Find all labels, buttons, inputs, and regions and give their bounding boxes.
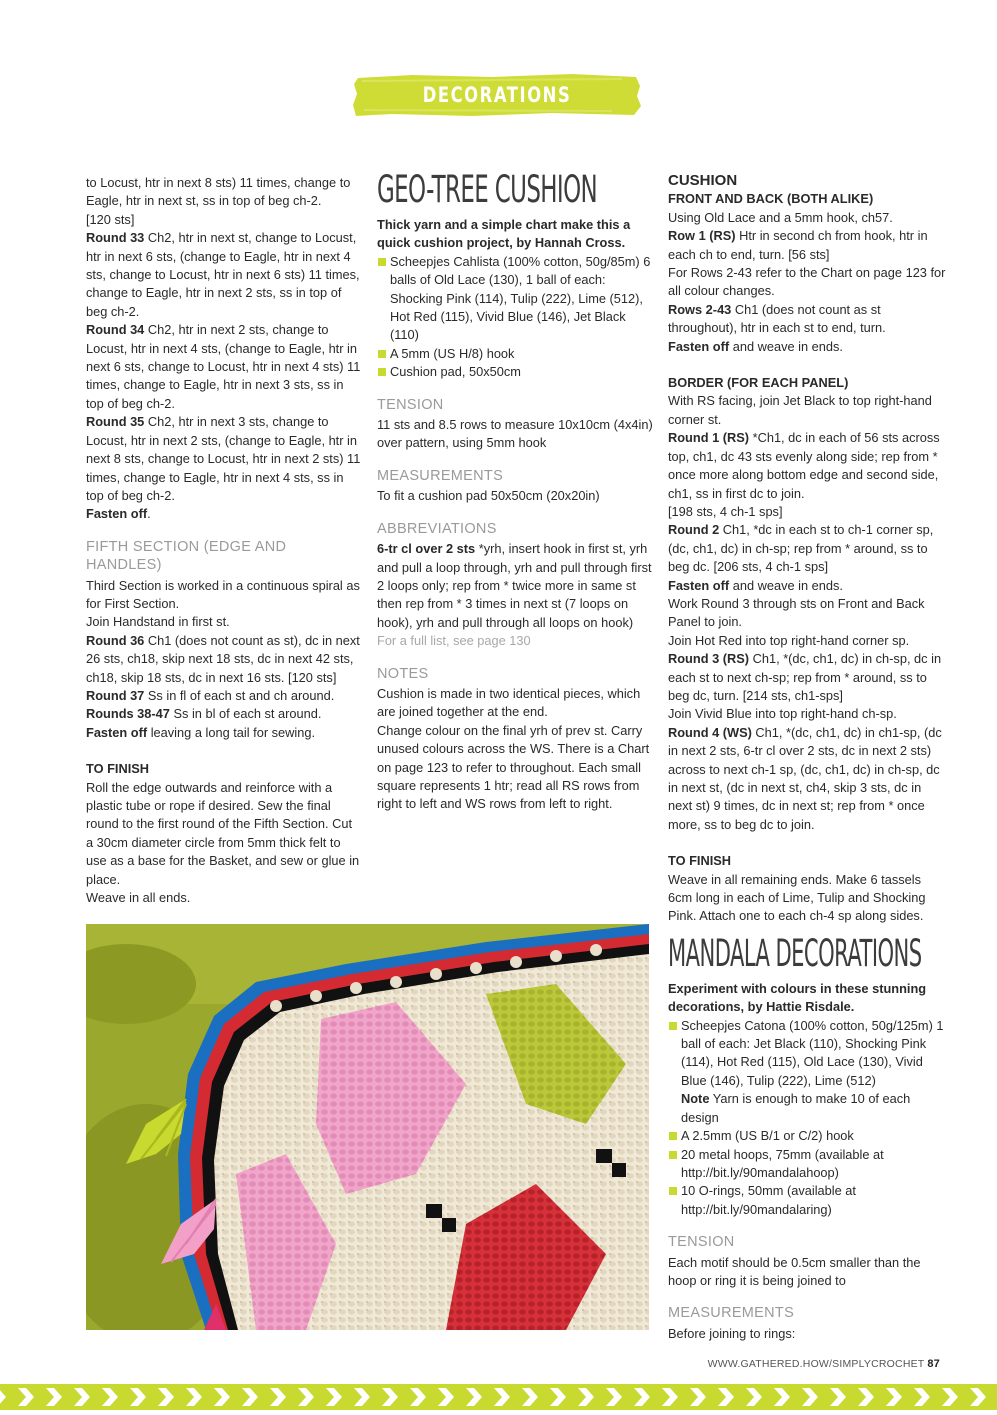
paragraph: Each motif should be 0.5cm smaller than the hoop or ring it is being joined to [668, 1254, 921, 1288]
round-1: Round 1 (RS) *Ch1, dc in each of 56 sts across top, ch1, dc 43 sts evenly along side; rep from * once more along bottom edge and second side, ch1, ss in first dc to join. [668, 430, 940, 501]
column-left [86, 174, 362, 907]
fasten-off: Fasten off leaving a long tail for sewing. [86, 724, 316, 740]
fifth-section-heading: FIFTH SECTION (EDGE AND HANDLES) [86, 538, 287, 574]
paragraph: For Rows 2-43 refer to the Chart on page 123 for all colour changes. [668, 265, 946, 299]
chevron-pattern [0, 1384, 997, 1410]
paragraph: Weave in all remaining ends. Make 6 tassels 6cm long in each of Lime, Tulip and Shocking Pink. Attach one to each ch-4 sp along sides. [668, 871, 926, 924]
abbreviation: 6-tr cl over 2 sts *yrh, insert hook in first st, yrh and pull a loop through, yrh and pull through first 2 loops only; rep from * twice more in same st then rep from * 3 times in next st (7 loops on hook), yrh and pull through all loops on hook) [377, 541, 652, 630]
geo-tree-title: GEO-TREE CUSHION [377, 168, 598, 211]
paragraph: [120 sts] [86, 211, 135, 227]
round-34: Round 34 Ch2, htr in next 2 sts, change to Locust, htr in next 4 sts, (change to Eagle, htr in next 6 sts, change to Locust, htr in next 4 sts) 11 times, change to Eagle, htr in next 3 sts, ss in top of beg ch-2. [86, 322, 361, 411]
abbreviation-note: For a full list, see page 130 [377, 633, 531, 649]
round-36: Round 36 Ch1 (does not count as st), dc in next 26 sts, ch18, skip next 18 sts, dc in next 42 sts, ch18, skip 18 sts, dc in next 16 sts. [120 sts] [86, 632, 360, 685]
list-item: Cushion pad, 50x50cm [377, 363, 653, 381]
round-33: Round 33 Ch2, htr in next st, change to Locust, htr in next 6 sts, (change to Eagle, htr in next 4 sts, change to Locust, htr in next 6 sts) 11 times, change to Eagle, htr in next 2 sts, ss in top of beg ch-2. [86, 230, 360, 319]
paragraph: Cushion is made in two identical pieces, which are joined together at the end. [377, 685, 641, 720]
intro-text: Experiment with colours in these stunning decorations, by Hattie Risdale. [668, 980, 927, 1015]
to-finish-heading: TO FINISH [668, 853, 732, 869]
paragraph: to Locust, htr in next 8 sts) 11 times, change to Eagle, htr in next st, ss in top of beg ch-2. [86, 175, 351, 209]
chevron-border [0, 1384, 997, 1410]
column-middle [377, 168, 653, 814]
paragraph: Join Handstand in first st. [86, 614, 230, 630]
paragraph: Weave in all ends. [86, 890, 191, 906]
paragraph: To fit a cushion pad 50x50cm (20x20in) [377, 488, 600, 504]
round-4: Round 4 (WS) Ch1, *(dc, ch1, dc) in ch1-sp, (dc in next 2 sts, 6-tr cl over 2 sts, dc in next 2 sts) across to next ch-1 sp, (dc, ch1, dc) in ch-sp, dc in next st, (dc in next st, ch4, skip 3 sts, dc in next st) 9 times, dc in next st; rep from * once more, ss to beg dc to join. [668, 724, 942, 832]
materials-list [377, 253, 653, 382]
paragraph: Work Round 3 through sts on Front and Back Panel to join. [668, 595, 925, 630]
round-3: Round 3 (RS) Ch1, *(dc, ch1, dc) in ch-sp, dc in each st to next ch-sp; rep from * around, ss to beg dc, turn. [214 sts, ch1-sps] [668, 651, 942, 703]
round-37: Round 37 Ss in fl of each st and ch around. [86, 687, 335, 703]
tension-heading: TENSION [668, 1234, 735, 1251]
paragraph: Third Section is worked in a continuous spiral as for First Section. [86, 577, 360, 611]
row-1: Row 1 (RS) Htr in second ch from hook, htr in each ch to end, turn. [56 sts] [668, 228, 928, 262]
notes-heading: NOTES [377, 665, 429, 682]
fasten-off: Fasten off and weave in ends. [668, 338, 843, 354]
paragraph: With RS facing, join Jet Black to top right-hand corner st. [668, 393, 932, 427]
materials-list [668, 1017, 946, 1219]
round-2: Round 2 Ch1, *dc in each st to ch-1 corner sp, (dc, ch1, dc) in ch-sp; rep from * around, ss to beg dc. [206 sts, 4 ch-1 sps] [668, 522, 934, 575]
round-35: Round 35 Ch2, htr in next 3 sts, change to Locust, htr in next 2 sts, (change to Eagle, htr in next 8 sts, change to Locust, htr in next 2 sts) 11 times, change to Eagle, htr in next 4 sts, ss in top of beg ch-2. [86, 414, 361, 503]
paragraph: Roll the edge outwards and reinforce with a plastic tube or rope if desired. Sew the final round to the first round of the Fifth Section. Cut a 30cm diameter circle from 5mm thick felt to use as a base for the Basket, and sew or glue in place. [86, 779, 360, 887]
mandala-title: MANDALA DECORATIONS [668, 931, 922, 975]
list-item: Scheepjes Cahlista (100% cotton, 50g/85m) 6 balls of Old Lace (130), 1 ball of each: Shocking Pink (114), Tulip (222), Lime (512), Hot Red (115), Vivid Blue (146), Jet Black (110) [377, 253, 653, 345]
page-number: 87 [927, 1358, 940, 1370]
paragraph: 11 sts and 8.5 rows to measure 10x10cm (4x4in) over pattern, using 5mm hook [377, 417, 653, 451]
intro-text: Thick yarn and a simple chart make this a quick cushion project, by Hannah Cross. [377, 217, 631, 251]
paragraph: [198 sts, 4 ch-1 sps] [668, 503, 783, 519]
rows-2-43: Rows 2-43 Ch1 (does not count as st throughout), htr in each st to end, turn. [668, 301, 886, 336]
tension-heading: TENSION [377, 396, 444, 413]
fasten-off: Fasten off. [86, 506, 151, 522]
crochet-cushion-image [86, 924, 649, 1330]
list-item: 20 metal hoops, 75mm (available at http://bit.ly/90mandalahoop) [668, 1146, 946, 1183]
measurements-heading: MEASUREMENTS [668, 1305, 795, 1322]
section-banner [352, 72, 642, 118]
cushion-heading: CUSHION [668, 172, 738, 189]
front-back-heading: FRONT AND BACK (BOTH ALIKE) [668, 191, 874, 207]
cushion-photo [86, 924, 649, 1330]
to-finish-heading: TO FINISH [86, 761, 150, 777]
paragraph: Join Hot Red into top right-hand corner sp. [668, 632, 910, 648]
banner-label: DECORATIONS [422, 83, 572, 107]
list-item: A 5mm (US H/8) hook [377, 345, 653, 363]
rounds-38-47: Rounds 38-47 Ss in bl of each st around. [86, 706, 322, 722]
list-item: 10 O-rings, 50mm (available at http://bit.ly/90mandalaring) [668, 1182, 946, 1219]
paragraph: Join Vivid Blue into top right-hand ch-sp. [668, 706, 897, 722]
footer-url: WWW.GATHERED.HOW/SIMPLYCROCHET [707, 1358, 925, 1370]
fasten-off: Fasten off and weave in ends. [668, 577, 843, 593]
paragraph: Before joining to rings: [668, 1325, 796, 1341]
page-footer [708, 1358, 940, 1370]
list-item: Scheepjes Catona (100% cotton, 50g/125m) 1 ball of each: Jet Black (110), Shocking Pink (114), Hot Red (115), Old Lace (130), Vivid Blue (146), Tulip (222), Lime (512) Note Yarn is enough to make 10 of each design [668, 1017, 946, 1127]
paragraph: Using Old Lace and a 5mm hook, ch57. [668, 209, 893, 225]
column-right [668, 172, 946, 1343]
measurements-heading: MEASUREMENTS [377, 467, 504, 484]
abbreviations-heading: ABBREVIATIONS [377, 520, 497, 537]
paragraph: Change colour on the final yrh of prev st. Carry unused colours across the WS. There is a Chart on page 123 to refer to throughout. Each small square represents 1 htr; read all RS rows from right to left and WS rows from left to right. [377, 722, 650, 812]
border-heading: BORDER (FOR EACH PANEL) [668, 375, 849, 391]
list-item: A 2.5mm (US B/1 or C/2) hook [668, 1127, 946, 1145]
